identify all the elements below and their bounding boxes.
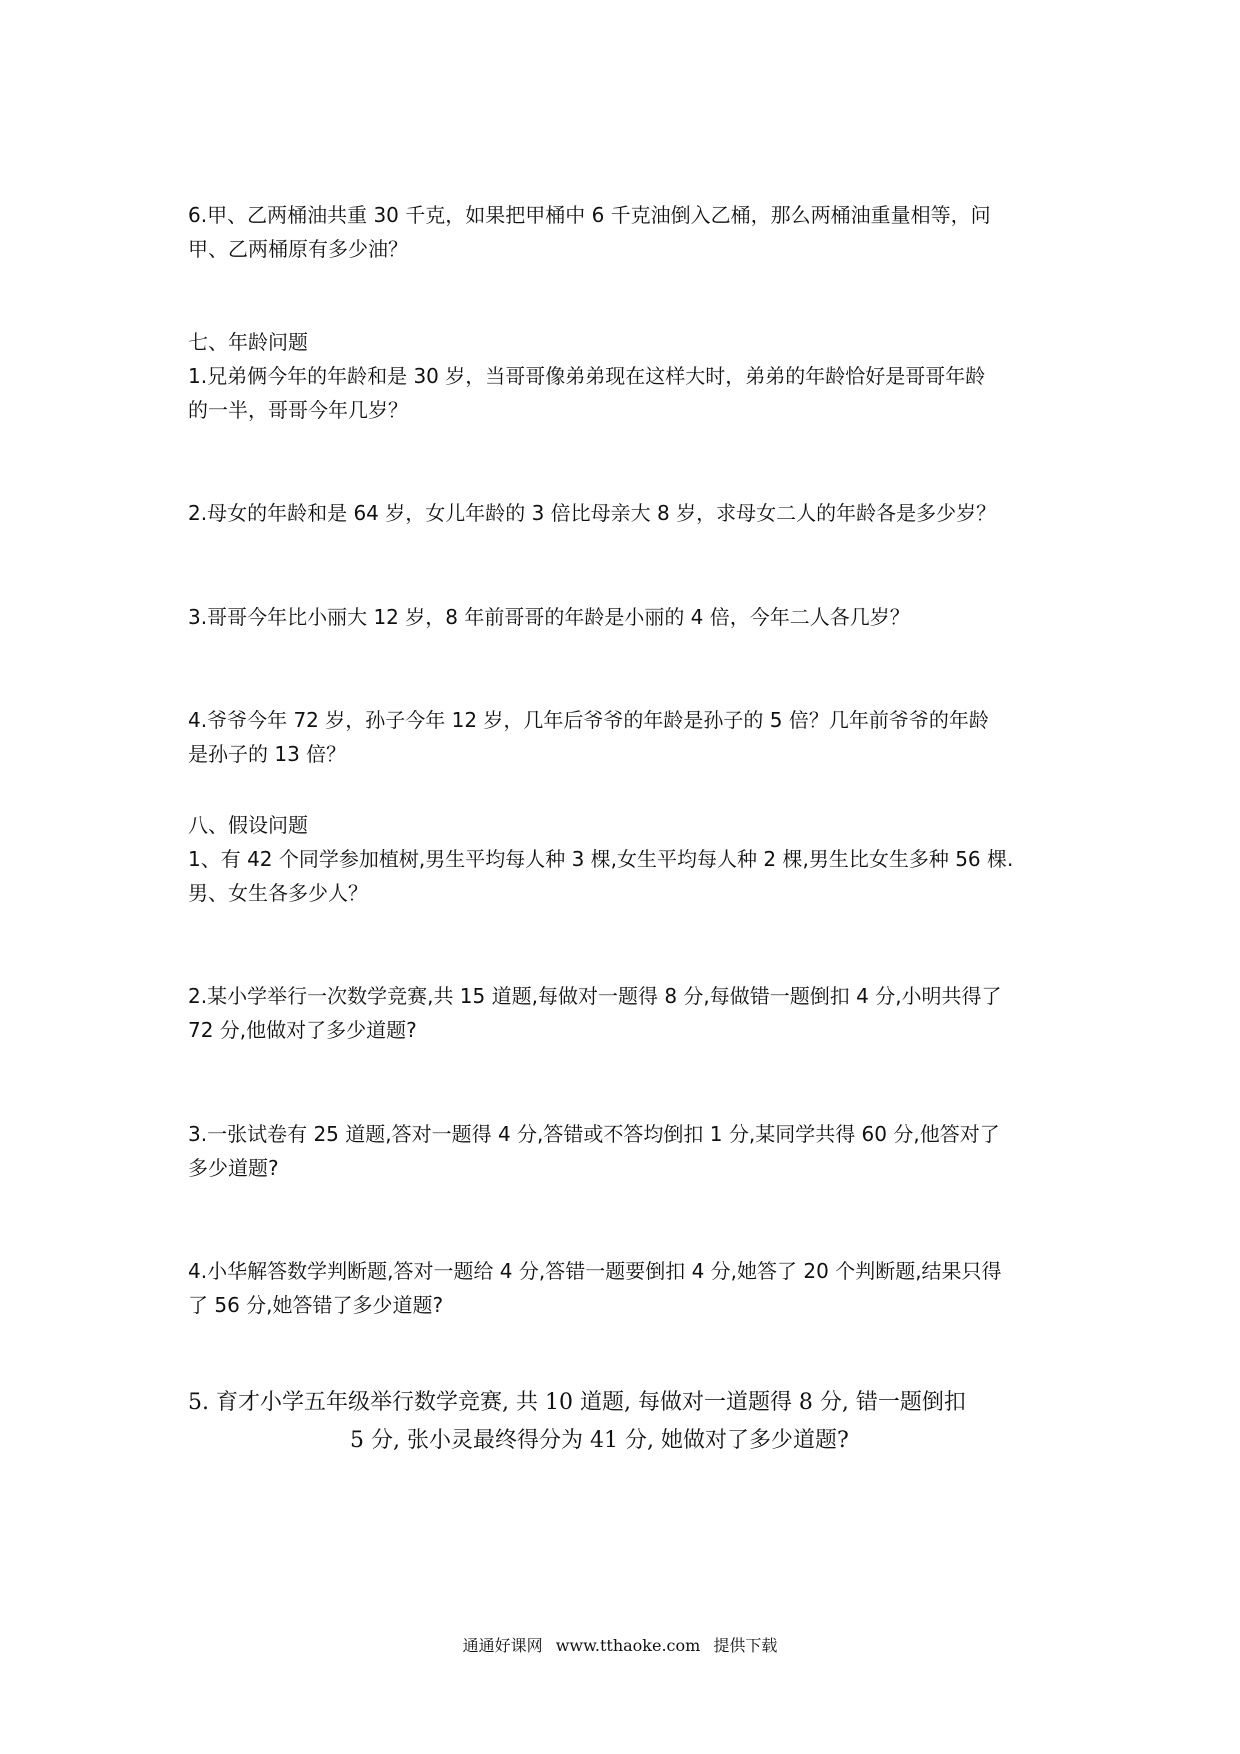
section-8-question-5 [188, 1384, 1068, 1460]
question-line: 1.兄弟俩今年的年龄和是 30 岁，当哥哥像弟弟现在这样大时，弟弟的年龄恰好是哥哥年龄 [188, 364, 986, 388]
question-line: 3.一张试卷有 25 道题,答对一题得 4 分,答错或不答均倒扣 1 分,某同学共得 60 分,他答对了 [188, 1122, 1000, 1146]
section-8-question-4 [188, 1254, 1058, 1322]
section-title: 八、假设问题 [188, 813, 308, 837]
section-7-question-4 [188, 703, 1058, 771]
section-8-heading [188, 808, 1058, 842]
question-line: 5. 育才小学五年级举行数学竞赛, 共 10 道题, 每做对一道题得 8 分, 错一题倒扣 [188, 1390, 966, 1415]
question-line: 是孙子的 13 倍？ [188, 742, 347, 766]
section-7-question-2 [188, 496, 1058, 530]
question-line: 了 56 分,她答错了多少道题? [188, 1293, 444, 1317]
question-line: 2.母女的年龄和是 64 岁，女儿年龄的 3 倍比母亲大 8 岁，求母女二人的年龄各是多少岁？ [188, 501, 997, 525]
section-title: 七、年龄问题 [188, 330, 308, 354]
section-7-heading [188, 325, 1058, 359]
footer-suffix: 提供下载 [713, 1636, 778, 1655]
question-line: 多少道题? [188, 1156, 279, 1180]
question-6-line-2: 甲、乙两桶原有多少油？ [188, 237, 408, 261]
section-8-question-1 [188, 842, 1058, 910]
section-7-question-1 [188, 359, 1058, 427]
section-7-question-3 [188, 600, 1058, 634]
footer-site-name: 通通好课网 [462, 1636, 543, 1655]
question-line: 4.爷爷今年 72 岁，孙子今年 12 岁，几年后爷爷的年龄是孙子的 5 倍？几年前爷爷的年龄 [188, 708, 989, 732]
question-line: 4.小华解答数学判断题,答对一题给 4 分,答错一题要倒扣 4 分,她答了 20 个判断题,结果只得 [188, 1259, 1002, 1283]
section-8-question-2 [188, 979, 1058, 1047]
question-line: 5 分, 张小灵最终得分为 41 分, 她做对了多少道题? [350, 1428, 849, 1453]
question-line: 男、女生各多少人？ [188, 881, 368, 905]
section-8-question-3 [188, 1117, 1058, 1185]
page-footer [0, 1634, 1240, 1658]
footer-url: www.tthaoke.com [555, 1636, 701, 1655]
question-line: 3.哥哥今年比小丽大 12 岁，8 年前哥哥的年龄是小丽的 4 倍，今年二人各几岁？ [188, 605, 910, 629]
question-line: 72 分,他做对了多少道题? [188, 1018, 417, 1042]
question-line: 的一半，哥哥今年几岁？ [188, 398, 408, 422]
question-6 [188, 198, 1058, 266]
question-6-line-1: 6.甲、乙两桶油共重 30 千克，如果把甲桶中 6 千克油倒入乙桶，那么两桶油重量相等，问 [188, 203, 991, 227]
question-line: 2.某小学举行一次数学竞赛,共 15 道题,每做对一题得 8 分,每做错一题倒扣 4 分,小明共得了 [188, 984, 1002, 1008]
question-line: 1、有 42 个同学参加植树,男生平均每人种 3 棵,女生平均每人种 2 棵,男生比女生多种 56 棵. [188, 847, 1014, 871]
